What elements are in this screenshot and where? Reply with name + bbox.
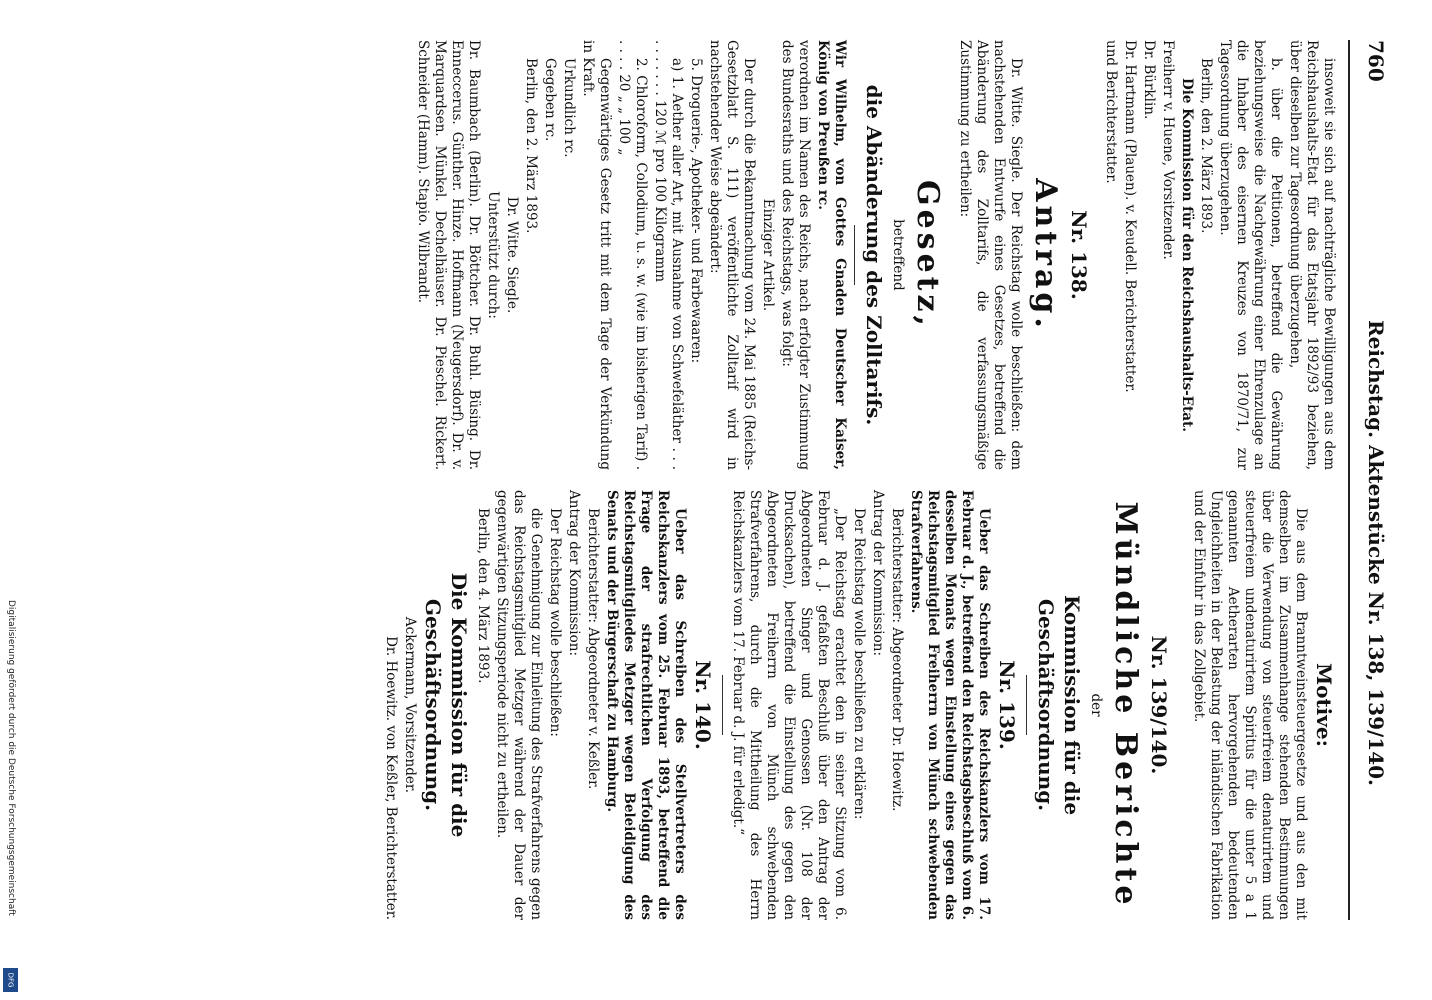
paragraph: Gegenwärtiges Gesetz tritt mit dem Tage der Verkündung in Kraft. bbox=[580, 40, 613, 470]
supporters: Dr. Baumbach (Berlin). Dr. Böttcher. Dr. Buhl. Büsing. Dr. Enneccerus. Günther. Hinze. Hoffmann (Neugersdorf). Dr. v. Marquardsen. Münkel. Dechelhäuser. Dr. Pieschel. Rickert. Schneider (Hamm). Stapio. Wilbrandt. bbox=[415, 40, 482, 470]
paragraph: Die aus dem Branntweinsteuergesetze und aus den mit demselben im Zusammenhange stehenden Bestimmungen über die Verwendung von steuerfreiem denaturirtem und steuerfreiem undenaturirtem Spiritus für die unter 5 a 1 genannten Aetherarten hervorgehenden bedeutenden Ungleichheiten in der Belastung der inländischen Fabrikation und der Einfuhr in das Zollgebiet. bbox=[1191, 490, 1309, 920]
paragraph: Berichterstatter: Abgeordneter Dr. Hoewitz. bbox=[889, 508, 905, 812]
date-line: Berlin, den 2. März 1893. bbox=[1198, 58, 1214, 234]
paragraph: Unterstützt durch: bbox=[485, 191, 501, 319]
page-header bbox=[1354, 40, 1394, 920]
paragraph: die Genehmigung zur Einleitung des Strafverfahrens gegen das Reichstagsmitglied Metzger während der Dauer der gegenwärtigen Sitzungsperiode nicht zu ertheilen. bbox=[494, 490, 544, 920]
dfg-logo-text: DFG bbox=[6, 972, 15, 988]
signature: und Berichterstatter. bbox=[1103, 40, 1119, 184]
law-heading: Gesetz, bbox=[910, 179, 945, 331]
separator bbox=[1026, 675, 1027, 735]
commission-title: Die Kommission für die Geschäftsordnung. bbox=[421, 572, 471, 838]
paragraph: verordnen im Namen des Reichs, nach erfolgter Zustimmung des Bundesraths und des Reichstags, was folgt: bbox=[779, 40, 812, 470]
running-title: Reichstag. Aktenstücke Nr. 138, 139/140. bbox=[1364, 320, 1388, 787]
paragraph: der bbox=[1088, 693, 1104, 717]
document-number: Nr. 139. bbox=[995, 660, 1019, 750]
signature: Dr. Hoewitz. von Keßler, Berichterstatter. bbox=[383, 636, 399, 920]
paragraph: Der Reichstag wolle beschließen zu erklären: bbox=[851, 508, 867, 820]
paragraph: Berichterstatter: Abgeordneter v. Keßler. bbox=[585, 508, 601, 790]
separator bbox=[722, 675, 723, 735]
section-heading: Mündliche Berichte bbox=[1108, 501, 1143, 909]
right-column bbox=[137, 490, 1337, 920]
date-line: Berlin, den 4. März 1893. bbox=[475, 508, 491, 684]
signature: Dr. Hartmann (Plauen). v. Keudell. Berichterstatter. bbox=[1122, 40, 1138, 393]
tariff-line: a) 1. Aether aller Art, mit Ausnahme von Schwefeläther . . . . . . . . . . 120 ℳ pro 100 Kilogramm bbox=[652, 40, 685, 470]
law-title: die Abänderung des Zolltarifs. bbox=[862, 84, 886, 426]
signature: Freiherr v. Huene, Vorsitzender. bbox=[1160, 40, 1176, 260]
signature: Dr. Witte. Siegle. bbox=[504, 196, 520, 314]
page-number: 760 bbox=[1364, 40, 1388, 82]
paragraph: Der Reichstag wolle beschließen: bbox=[547, 508, 563, 737]
left-column bbox=[137, 40, 1337, 470]
commission-title: Kommission für die Geschäftsordnung. bbox=[1034, 594, 1084, 816]
header-rule bbox=[1348, 40, 1350, 920]
paragraph: Wir Wilhelm, von Gottes Gnaden Deutscher Kaiser, König von Preußen rc. bbox=[815, 40, 848, 470]
digitization-note bbox=[4, 600, 18, 990]
paragraph: Ueber das Schreiben des Stellvertreters des Reichskanzlers vom 25. Februar 1893, betreffend die Frage der strafrechtlichen Verfolgung des Reichstagsmitgliedes Metzger wegen Beleidigung des Senats und der Bürgerschaft zu Hamburg. bbox=[604, 490, 688, 920]
date-line: Berlin, den 2. März 1893. bbox=[523, 58, 539, 234]
document-number: Nr. 139/140. bbox=[1147, 635, 1171, 775]
law-subheading: betreffend bbox=[890, 219, 906, 291]
dfg-logo bbox=[3, 968, 18, 992]
paragraph: 5. Droguerie-, Apotheker- und Farbewaaren: bbox=[688, 58, 704, 364]
section-heading: Antrag. bbox=[1028, 178, 1063, 332]
paragraph: Ueber das Schreiben des Reichskanzlers vom 17. Februar d. J., betreffend den Reichstagsbeschluß vom 6. desselben Monats wegen Einstellung eines gegen das Reichstagsmitglied Freiherrn von Münch schwebenden Strafverfahrens. bbox=[908, 490, 992, 920]
article-heading: Einziger Artikel. bbox=[760, 198, 776, 312]
tariff-line: 2. Chloroform, Collodium, u. s. w. (wie im bisherigen Tarif) . . . . . 20 „ „ 100 „ bbox=[616, 40, 649, 470]
paragraph: Dr. Witte. Siegle. Der Reichstag wolle beschließen: dem nachstehenden Entwurfe eines Gesetzes, betreffend die Abänderung des Zolltarifs, die verfassungsmäßige Zustimmung zu ertheilen: bbox=[957, 40, 1024, 470]
signature: Dr. Bürklin. bbox=[1141, 40, 1157, 120]
document-number: Nr. 138. bbox=[1067, 210, 1091, 300]
paragraph: Gegeben rc. bbox=[542, 58, 558, 142]
separator bbox=[854, 225, 855, 285]
digitization-text: Digitalisierung gefördert durch die Deutsche Forschungsgemeinschaft bbox=[6, 600, 16, 916]
paragraph: b. über die Petitionen, betreffend die Gewährung beziehungsweise die Nachgewährung einer Ehrenzulage an die Inhaber des eisernen Kreuzes von 1870/71, zur Tagesordnung überzugehen. bbox=[1217, 40, 1284, 470]
section-heading: Motive: bbox=[1312, 662, 1336, 748]
paragraph: Der durch die Bekanntmachung vom 24. Mai 1885 (Reichs-Gesetzblatt S. 111) veröffentlichte Zolltarif wird in nachstehender Weise abgeändert: bbox=[707, 40, 757, 470]
paragraph: Urkundlich rc. bbox=[561, 58, 577, 158]
paragraph: „Der Reichstag erachtet den in seiner Sitzung vom 6. Februar d. J. gefaßten Beschluß über den Antrag der Abgeordneten Singer und Genossen (Nr. 108 der Drucksachen), betreffend die Einstellung des gegen den Abgeordneten Freiherrn von Münch schwebenden Strafverfahrens, durch die Mittheilung des Herrn Reichskanzlers vom 17. Februar d. J. für erledigt.“ bbox=[730, 490, 848, 920]
commission-title: Die Kommission für den Reichshaushalts-Etat. bbox=[1179, 78, 1195, 432]
paragraph: insoweit sie sich auf nachträgliche Bewilligungen aus dem Reichshaushalts-Etat für das Etatsjahr 1892/93 beziehen, über dieselben zur Tagesordnung überzugehen, bbox=[1287, 40, 1337, 470]
paragraph: Antrag der Kommission: bbox=[566, 490, 582, 656]
paragraph: Antrag der Kommission: bbox=[870, 490, 886, 656]
document-number: Nr. 140. bbox=[691, 660, 715, 750]
signature: Ackermann, Vorsitzender. bbox=[402, 616, 418, 794]
